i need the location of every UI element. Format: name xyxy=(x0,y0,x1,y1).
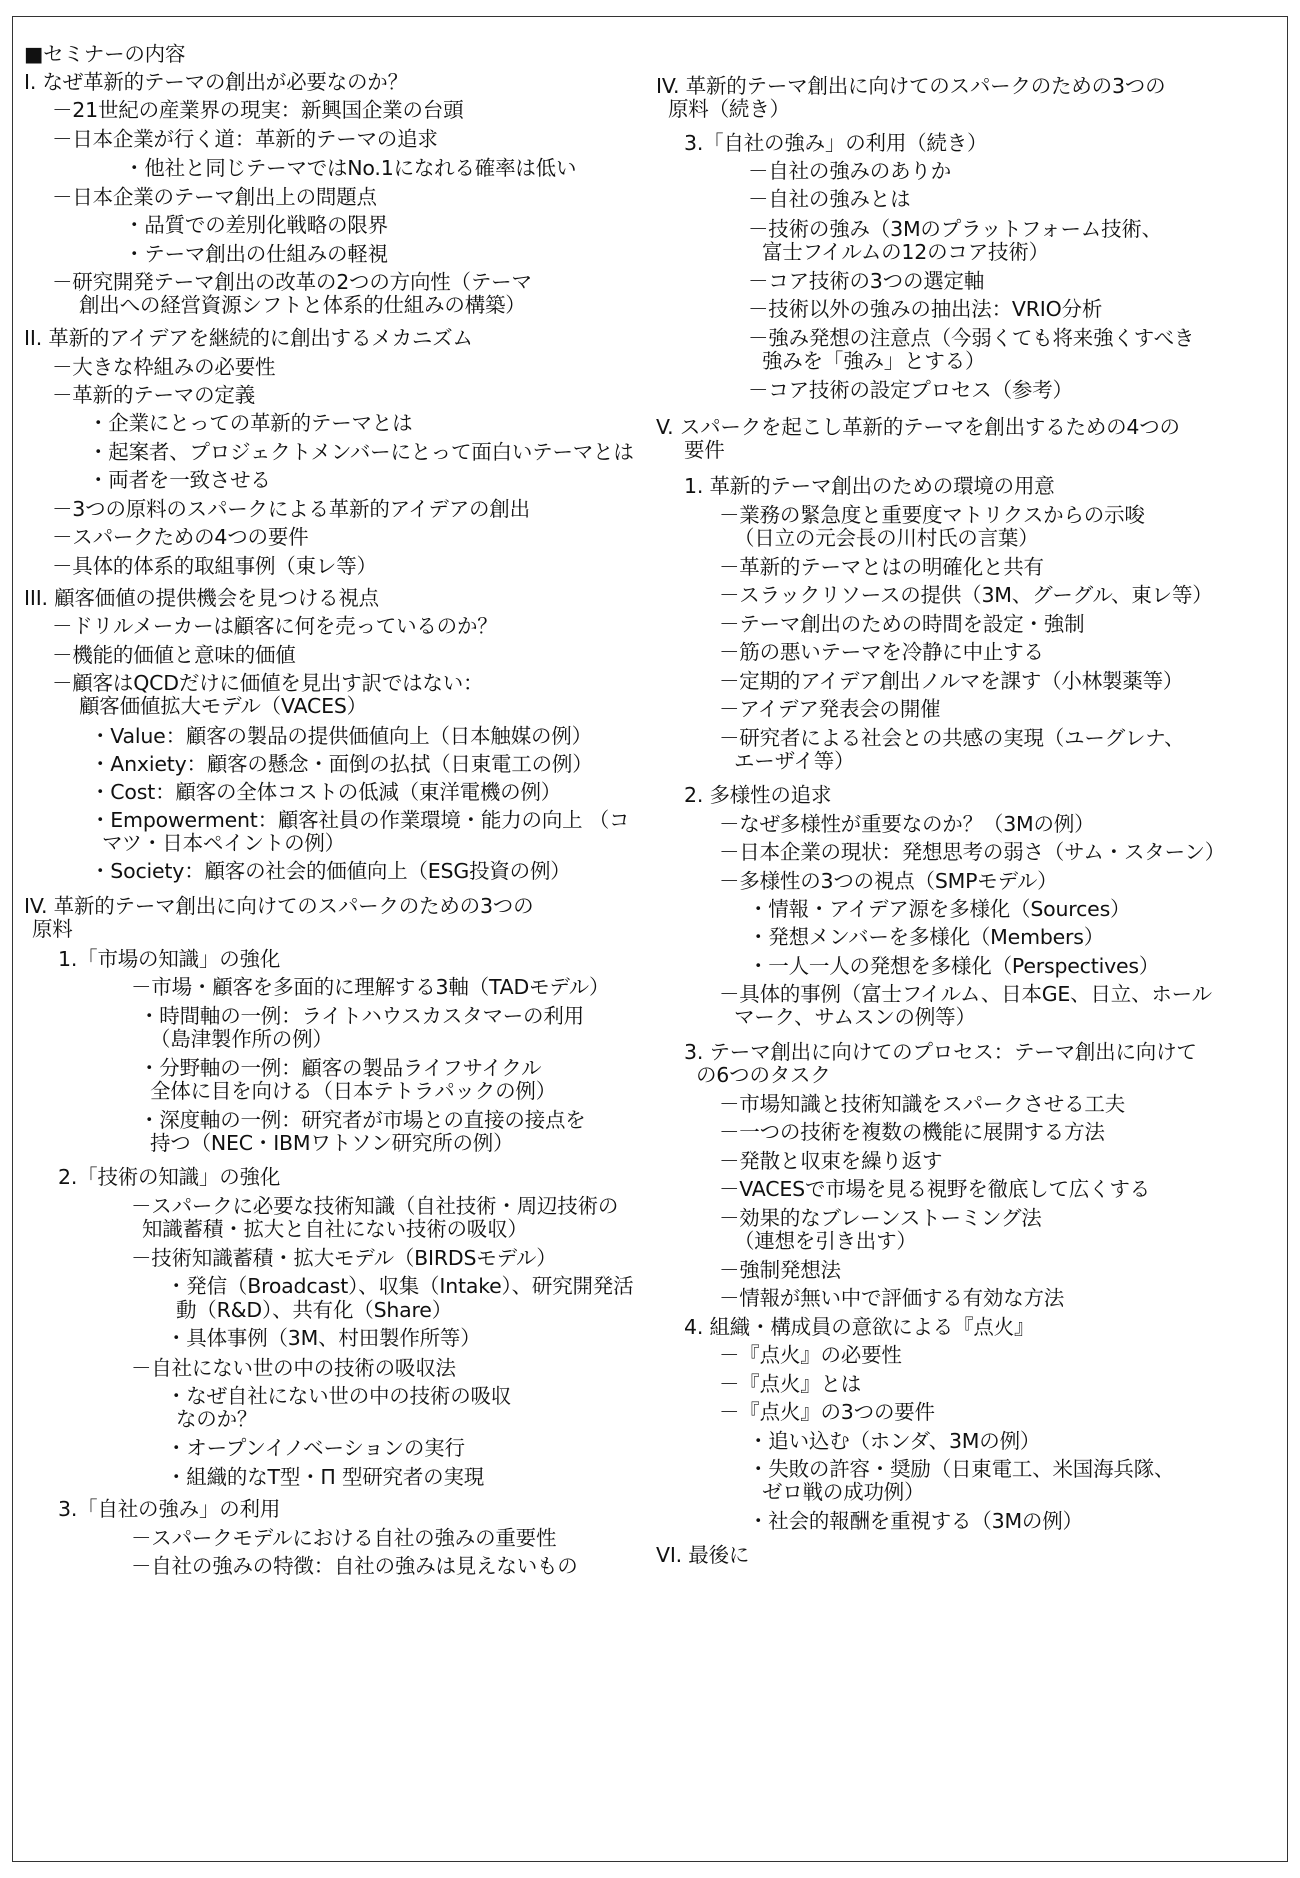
right-column-line: －技術以外の強みの抽出法：VRIO分析 xyxy=(748,297,1103,321)
left-column-line: ・組織的なT型・Π 型研究者の実現 xyxy=(166,1465,485,1489)
right-column-line: －日本企業の現状：発想思考の弱さ（サム・スターン） xyxy=(719,840,1226,864)
right-column-line: －筋の悪いテーマを冷静に中止する xyxy=(719,640,1044,664)
left-column-line: ・Society：顧客の社会的価値向上（ESG投資の例） xyxy=(90,859,571,883)
right-column-line: 富士フイルムの12のコア技術） xyxy=(762,240,1049,264)
right-column-line: －業務の緊急度と重要度マトリクスからの示唆 xyxy=(719,503,1145,527)
left-column-line: ・テーマ創出の仕組みの軽視 xyxy=(124,242,388,266)
left-column-line: 知識蓄積・拡大と自社にない技術の吸収） xyxy=(142,1217,528,1241)
left-column-line: －スパークに必要な技術知識（自社技術・周辺技術の xyxy=(131,1194,619,1218)
right-column-line: エーザイ等） xyxy=(734,749,855,773)
right-column-line: 3. テーマ創出に向けてのプロセス：テーマ創出に向けて xyxy=(684,1040,1197,1064)
left-column-line: IV. 革新的テーマ創出に向けてのスパークのための3つの xyxy=(24,894,534,918)
left-column-line: ・深度軸の一例：研究者が市場との直接の接点を xyxy=(139,1108,586,1132)
left-column-line: －技術知識蓄積・拡大モデル（BIRDSモデル） xyxy=(131,1246,557,1270)
left-column-line: －顧客はQCDだけに価値を見出す訳ではない： xyxy=(52,671,484,695)
left-column-line: －3つの原料のスパークによる革新的アイデアの創出 xyxy=(52,497,530,521)
left-column-line: －市場・顧客を多面的に理解する3軸（TADモデル） xyxy=(131,975,610,999)
left-column-line: －具体的体系的取組事例（東レ等） xyxy=(52,554,377,578)
left-column-line: ・発信（Broadcast）、収集（Intake）、研究開発活 xyxy=(166,1274,634,1298)
right-column-line: 原料（続き） xyxy=(668,97,790,121)
right-column-line: ・社会的報酬を重視する（3Mの例） xyxy=(748,1509,1083,1533)
left-column-line: －日本企業が行く道：革新的テーマの追求 xyxy=(52,127,438,151)
right-column-line: V. スパークを起こし革新的テーマを創出するための4つの xyxy=(656,415,1180,439)
left-column-line: －ドリルメーカーは顧客に何を売っているのか？ xyxy=(52,614,498,638)
right-column-line: －スラックリソースの提供（3M、グーグル、東レ等） xyxy=(719,583,1213,607)
left-column-line: 顧客価値拡大モデル（VACES） xyxy=(79,694,367,718)
right-column-line: －研究者による社会との共感の実現（ユーグレナ、 xyxy=(719,726,1185,750)
left-column-line: ・Value：顧客の製品の提供価値向上（日本触媒の例） xyxy=(90,724,592,748)
right-column-line: 1. 革新的テーマ創出のための環境の用意 xyxy=(684,474,1055,498)
left-column-line: 創出への経営資源シフトと体系的仕組みの構築） xyxy=(79,293,526,317)
right-column-line: （日立の元会長の川村氏の言葉） xyxy=(734,526,1039,550)
right-column-line: －コア技術の設定プロセス（参考） xyxy=(748,378,1073,402)
right-column-line: －技術の強み（3Mのプラットフォーム技術、 xyxy=(748,217,1162,241)
left-column-line: 原料 xyxy=(32,917,73,941)
left-column-line: 1.「市場の知識」の強化 xyxy=(58,947,281,971)
left-column-line: ・Anxiety：顧客の懸念・面倒の払拭（日東電工の例） xyxy=(90,752,593,776)
left-column-line: －革新的テーマの定義 xyxy=(52,383,255,407)
left-column-line: ・時間軸の一例：ライトハウスカスタマーの利用 xyxy=(139,1004,584,1028)
right-column-line: －自社の強みのありか xyxy=(748,159,951,183)
right-column-line: －具体的事例（富士フイルム、日本GE、日立、ホール xyxy=(719,982,1212,1006)
right-column-line: 強みを「強み」とする） xyxy=(762,349,986,373)
right-column-line: －一つの技術を複数の機能に展開する方法 xyxy=(719,1120,1105,1144)
left-column-line: ・起案者、プロジェクトメンバーにとって面白いテーマとは xyxy=(88,440,634,464)
right-column-line: ・発想メンバーを多様化（Members） xyxy=(748,925,1105,949)
left-column-line: ・Empowerment：顧客社員の作業環境・能力の向上 （コ xyxy=(90,808,630,832)
left-column-line: －自社にない世の中の技術の吸収法 xyxy=(131,1356,456,1380)
left-column-line: －自社の強みの特徴：自社の強みは見えないもの xyxy=(131,1554,578,1578)
left-column-line: 全体に目を向ける（日本テトラパックの例） xyxy=(150,1079,556,1103)
left-column-line: ・Cost：顧客の全体コストの低減（東洋電機の例） xyxy=(90,780,562,804)
left-column-line: －21世紀の産業界の現実：新興国企業の台頭 xyxy=(52,98,464,122)
right-column-line: －なぜ多様性が重要なのか？（3Mの例） xyxy=(719,812,1095,836)
right-column-line: －『点火』の必要性 xyxy=(719,1343,902,1367)
right-column-line: VI. 最後に xyxy=(656,1543,750,1567)
right-column-line: －市場知識と技術知識をスパークさせる工夫 xyxy=(719,1092,1125,1116)
right-column-line: －情報が無い中で評価する有効な方法 xyxy=(719,1286,1065,1310)
right-column-line: （連想を引き出す） xyxy=(734,1229,917,1253)
left-column-line: ・分野軸の一例：顧客の製品ライフサイクル xyxy=(139,1056,542,1080)
right-column-line: 3.「自社の強み」の利用（続き） xyxy=(684,131,988,155)
right-column-line: 2. 多様性の追求 xyxy=(684,783,832,807)
left-column-line: －日本企業のテーマ創出上の問題点 xyxy=(52,185,377,209)
right-column-line: －革新的テーマとはの明確化と共有 xyxy=(719,555,1044,579)
right-column-line: －多様性の3つの視点（SMPモデル） xyxy=(719,869,1058,893)
left-column-line: （島津製作所の例） xyxy=(150,1027,333,1051)
left-column-line: マツ・日本ペイントの例） xyxy=(102,831,345,855)
left-column-line: －研究開発テーマ創出の改革の2つの方向性（テーマ xyxy=(52,270,532,294)
left-column-line: 動（R&D）、共有化（Share） xyxy=(176,1298,453,1322)
right-column-line: 4. 組織・構成員の意欲による『点火』 xyxy=(684,1315,1035,1339)
right-column-line: ・追い込む（ホンダ、3Mの例） xyxy=(748,1429,1041,1453)
right-column-line: ゼロ戦の成功例） xyxy=(762,1480,925,1504)
left-column-line: 2.「技術の知識」の強化 xyxy=(58,1165,281,1189)
left-column-line: ・オープンイノベーションの実行 xyxy=(166,1436,465,1460)
left-column-line: I. なぜ革新的テーマの創出が必要なのか？ xyxy=(24,70,408,94)
right-column-line: －テーマ創出のための時間を設定・強制 xyxy=(719,612,1085,636)
left-column-line: ・両者を一致させる xyxy=(88,468,271,492)
right-column-line: マーク、サムスンの例等） xyxy=(734,1005,976,1029)
right-column-line: 要件 xyxy=(684,438,725,462)
left-column-line: ・他社と同じテーマではNo.1になれる確率は低い xyxy=(124,156,577,180)
right-column-line: －強み発想の注意点（今弱くても将来強くすべき xyxy=(748,326,1195,350)
right-column-line: ・一人一人の発想を多様化（Perspectives） xyxy=(748,954,1160,978)
left-column-line: 3.「自社の強み」の利用 xyxy=(58,1497,281,1521)
right-column-line: －強制発想法 xyxy=(719,1258,841,1282)
left-column-line: －スパークモデルにおける自社の強みの重要性 xyxy=(131,1526,557,1550)
left-column-line: ・品質での差別化戦略の限界 xyxy=(124,213,388,237)
right-column-line: －効果的なブレーンストーミング法 xyxy=(719,1206,1042,1230)
right-column-line: －VACESで市場を見る視野を徹底して広くする xyxy=(719,1177,1151,1201)
left-column-line: III. 顧客価値の提供機会を見つける視点 xyxy=(24,586,379,610)
left-column-line: －大きな枠組みの必要性 xyxy=(52,355,276,379)
left-column-line: II. 革新的アイデアを継続的に創出するメカニズム xyxy=(24,326,473,350)
left-column-line: －スパークための4つの要件 xyxy=(52,525,309,549)
left-column-line: なのか？ xyxy=(176,1407,258,1431)
left-column-line: 持つ（NEC・IBMワトソン研究所の例） xyxy=(150,1131,514,1155)
right-column-line: －『点火』の3つの要件 xyxy=(719,1400,935,1424)
right-column-line: の6つのタスク xyxy=(696,1063,831,1087)
left-column-line: ・なぜ自社にない世の中の技術の吸収 xyxy=(166,1384,512,1408)
right-column-line: －『点火』とは xyxy=(719,1372,862,1396)
left-column-line: ■セミナーの内容 xyxy=(24,42,186,66)
right-column-line: ・情報・アイデア源を多様化（Sources） xyxy=(748,897,1131,921)
right-column-line: －発散と収束を繰り返す xyxy=(719,1149,943,1173)
left-column-line: －機能的価値と意味的価値 xyxy=(52,643,296,667)
right-column-line: －コア技術の3つの選定軸 xyxy=(748,269,985,293)
right-column-line: －定期的アイデア創出ノルマを課す（小林製薬等） xyxy=(719,669,1184,693)
seminar-content-frame xyxy=(12,16,1288,1862)
left-column-line: ・具体事例（3M、村田製作所等） xyxy=(166,1326,481,1350)
right-column-line: －アイデア発表会の開催 xyxy=(719,697,941,721)
right-column-line: ・失敗の許容・奨励（日東電工、米国海兵隊、 xyxy=(748,1457,1175,1481)
right-column-line: －自社の強みとは xyxy=(748,187,911,211)
left-column-line: ・企業にとっての革新的テーマとは xyxy=(88,411,413,435)
right-column-line: IV. 革新的テーマ創出に向けてのスパークのための3つの xyxy=(656,74,1166,98)
